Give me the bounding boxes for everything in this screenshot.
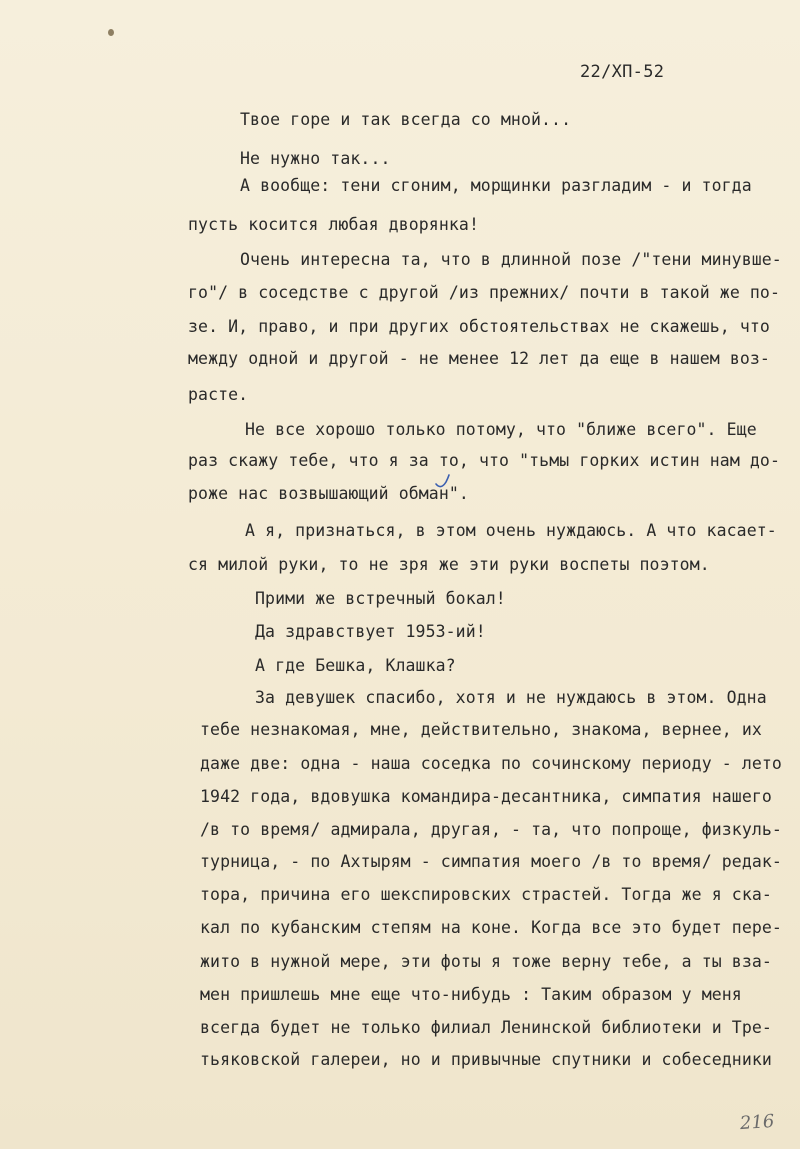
text-line: Очень интересна та, что в длинной позе /"тени минувше- bbox=[240, 250, 782, 269]
text-line: всегда будет не только филиал Ленинской библиотеки и Тре- bbox=[200, 1018, 772, 1037]
text-line: 1942 года, вдовушка командира-десантника, симпатия нашего bbox=[200, 787, 772, 806]
text-line: турница, - по Ахтырям - симпатия моего /в то время/ редак- bbox=[200, 852, 782, 871]
text-line: Прими же встречный бокал! bbox=[255, 589, 506, 608]
text-line: расте. bbox=[188, 385, 249, 404]
text-line: роже нас возвышающий обман". bbox=[188, 484, 469, 503]
text-line: тора, причина его шекспировских страстей. Тогда же я ска- bbox=[200, 885, 772, 904]
text-line: За девушек спасибо, хотя и не нуждаюсь в этом. Одна bbox=[255, 688, 767, 707]
text-line: жито в нужной мере, эти фоты я тоже верну тебе, а ты вза- bbox=[200, 952, 772, 971]
text-line: даже две: одна - наша соседка по сочинскому периоду - лето bbox=[200, 754, 782, 773]
text-line: /в то время/ адмирала, другая, - та, что попроще, физкуль- bbox=[200, 820, 782, 839]
text-line: тебе незнакомая, мне, действительно, знакома, вернее, их bbox=[200, 720, 762, 739]
text-line: Твое горе и так всегда со мной... bbox=[240, 110, 572, 129]
ink-speck bbox=[108, 29, 114, 36]
text-line: раз скажу тебе, что я за то, что "тьмы горких истин нам до- bbox=[188, 451, 780, 470]
text-line: го"/ в соседстве с другой /из прежних/ почти в такой же по- bbox=[188, 283, 780, 302]
text-line: кал по кубанским степям на коне. Когда все это будет пере- bbox=[200, 918, 782, 937]
text-line: А вообще: тени сгоним, морщинки разгладим - и тогда bbox=[240, 176, 752, 195]
handwritten-correction-mark bbox=[434, 472, 452, 490]
handwritten-page-number: 216 bbox=[739, 1110, 776, 1135]
letter-date: 22/XП-52 bbox=[580, 62, 665, 82]
text-line: ся милой руки, то не зря же эти руки воспеты поэтом. bbox=[188, 555, 710, 574]
text-line: Да здравствует 1953-ий! bbox=[255, 622, 486, 641]
text-line: Не все хорошо только потому, что "ближе всего". Еще bbox=[245, 420, 757, 439]
text-line: Не нужно так... bbox=[240, 149, 391, 168]
text-line: А где Бешка, Клашка? bbox=[255, 656, 456, 675]
text-line: тьяковской галереи, но и привычные спутники и собеседники bbox=[200, 1050, 772, 1069]
text-line: А я, признаться, в этом очень нуждаюсь. А что касает- bbox=[245, 521, 777, 540]
text-line: между одной и другой - не менее 12 лет да еще в нашем воз- bbox=[188, 349, 770, 368]
text-line: зе. И, право, и при других обстоятельствах не скажешь, что bbox=[188, 317, 770, 336]
text-line: мен пришлешь мне еще что-нибудь : Таким образом у меня bbox=[200, 985, 742, 1004]
text-line: пусть косится любая дворянка! bbox=[188, 215, 479, 234]
